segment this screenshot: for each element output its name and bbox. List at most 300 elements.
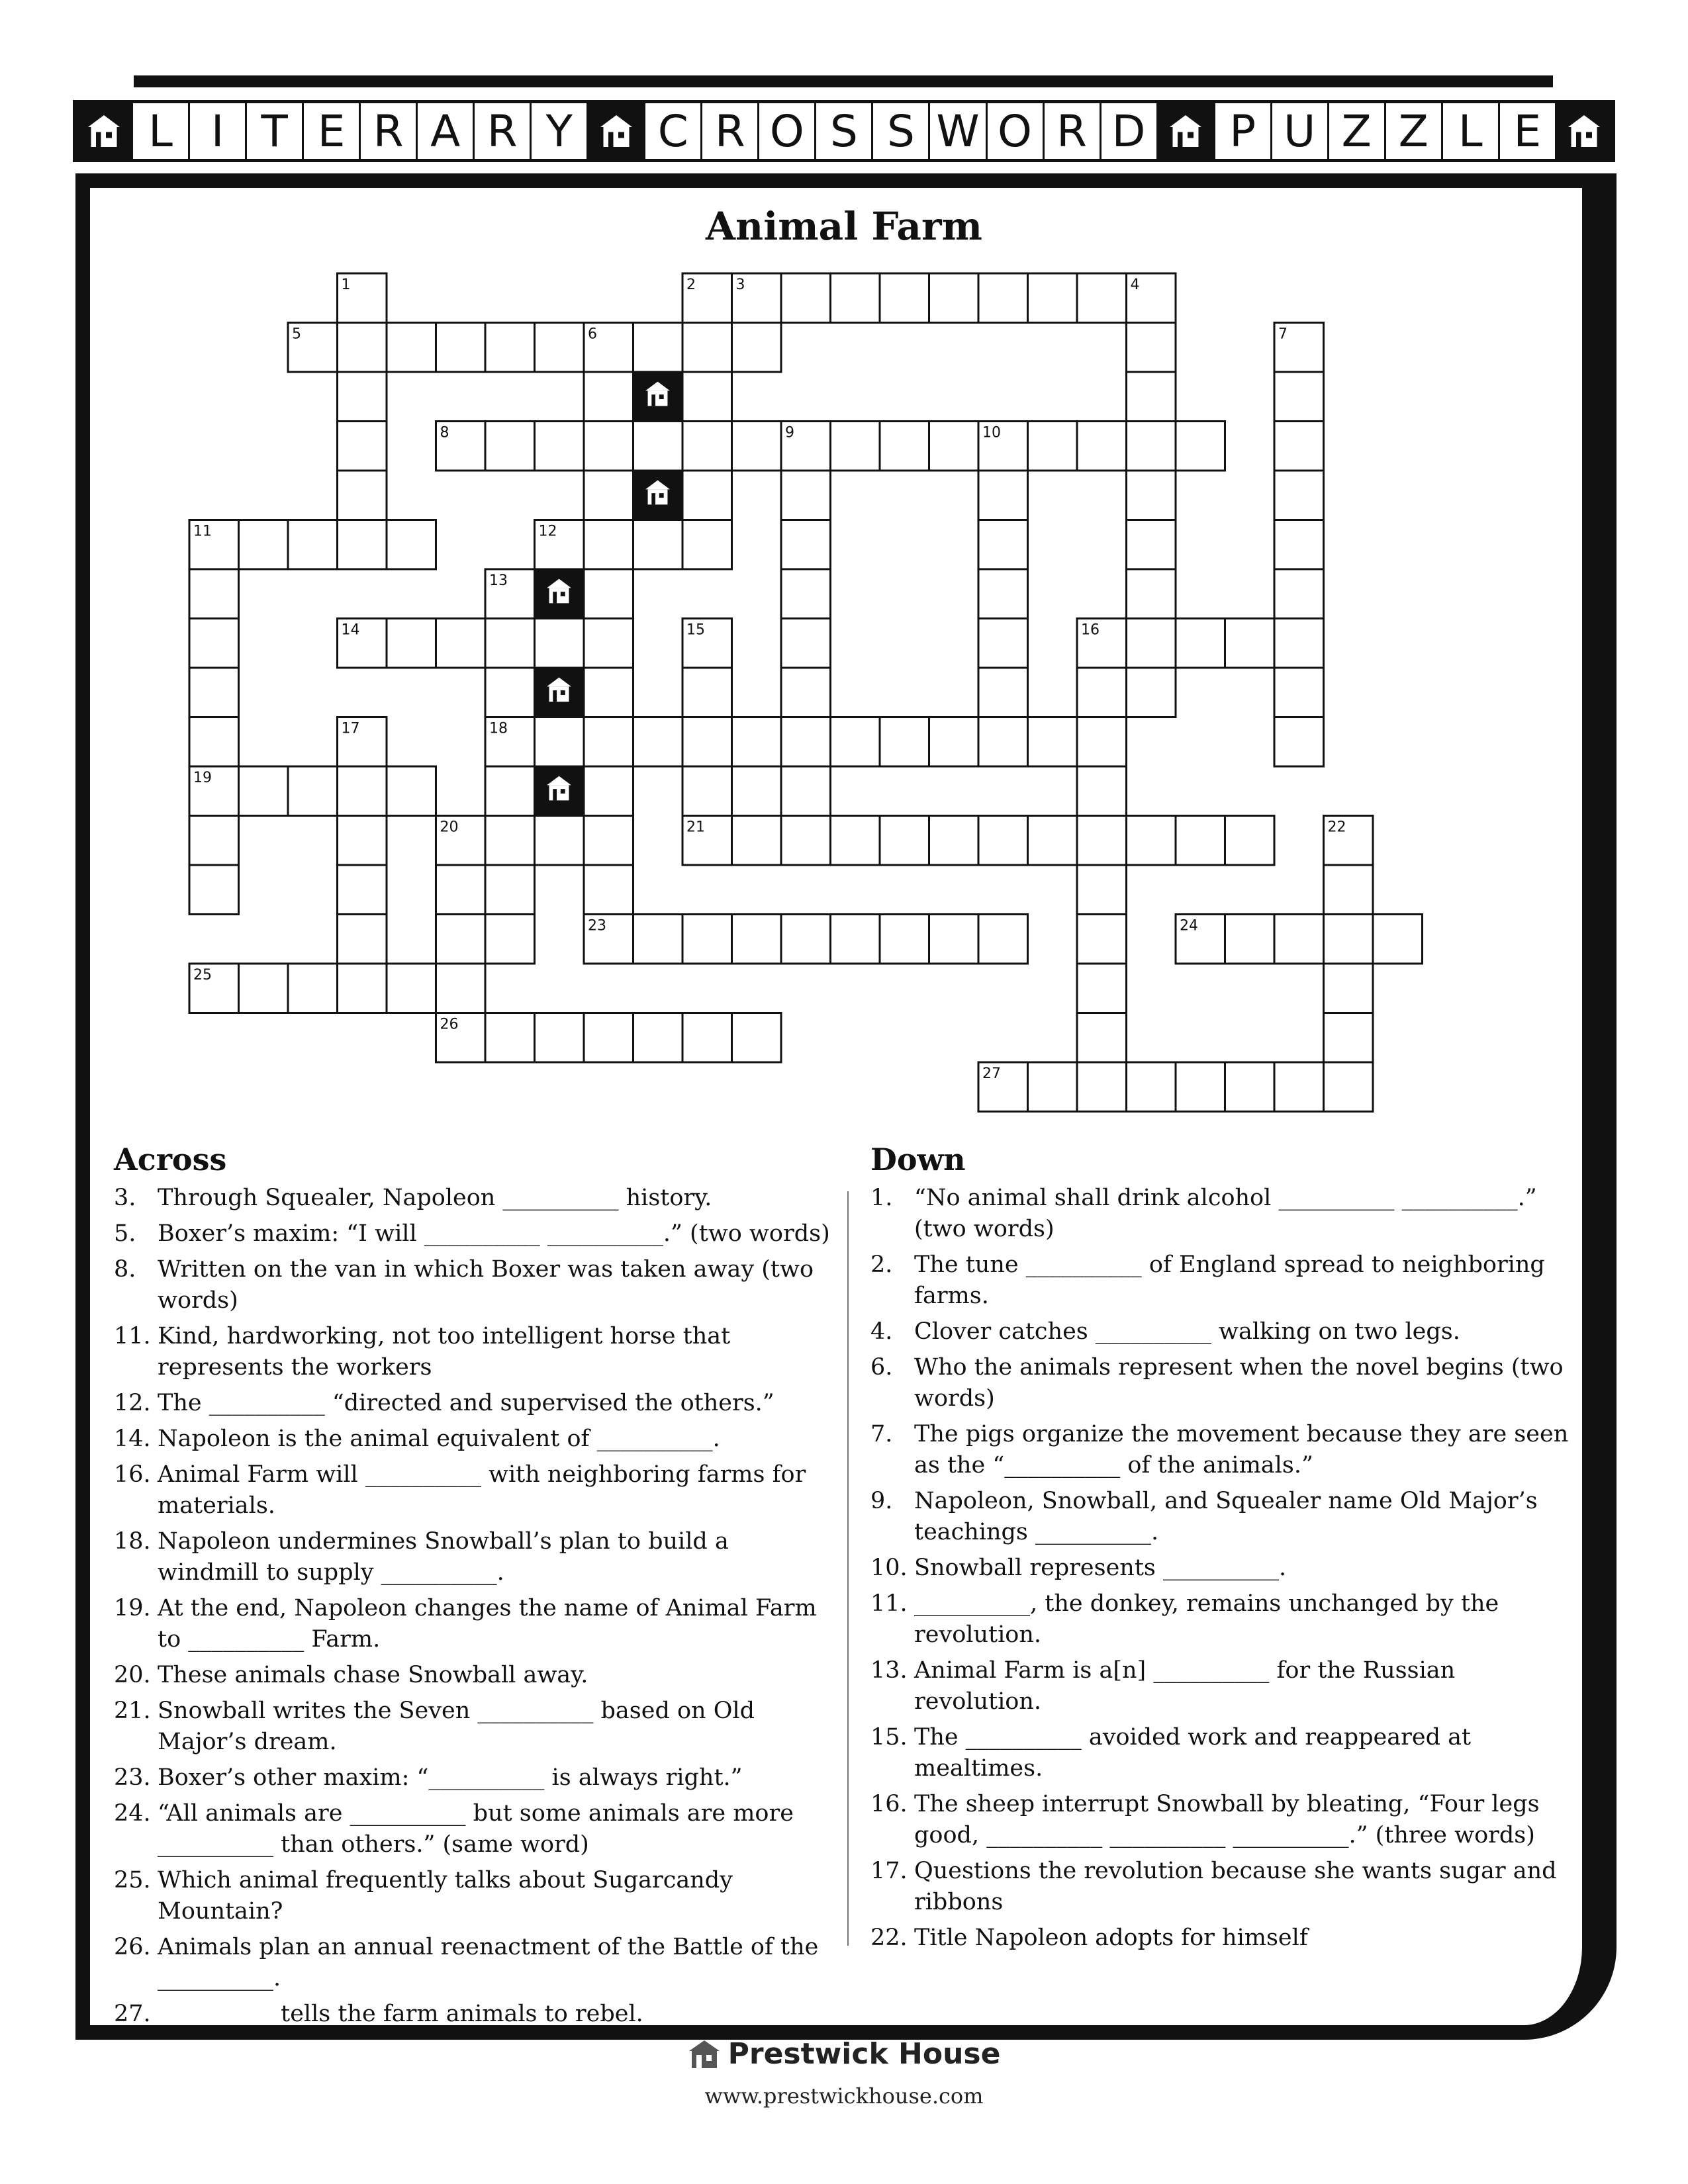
grid-cell[interactable] <box>1274 471 1324 520</box>
down-clue <box>870 1856 1572 1918</box>
grid-cell[interactable] <box>1127 816 1176 866</box>
clue-num: 7. <box>870 1421 893 1447</box>
clue-number: 5 <box>292 326 301 343</box>
banner-letter: O <box>988 103 1045 159</box>
grid-cell[interactable] <box>1127 520 1176 570</box>
clue-number: 15 <box>686 621 705 639</box>
grid-cell[interactable] <box>584 422 633 471</box>
grid-cell[interactable] <box>584 668 633 717</box>
clue-num: 12. <box>114 1390 151 1416</box>
grid-cell[interactable] <box>1274 422 1324 471</box>
clue-number: 14 <box>341 621 360 639</box>
clue-text: Animals plan an annual reenactment of the Battle of the __________. <box>158 1934 819 1991</box>
clue-number: 19 <box>193 770 212 786</box>
grid-cell[interactable] <box>338 520 387 570</box>
grid-cell[interactable] <box>1225 619 1275 668</box>
clue-number: 9 <box>785 424 794 441</box>
grid-cell[interactable] <box>781 273 831 323</box>
grid-cell[interactable] <box>1077 915 1127 964</box>
grid-cell[interactable] <box>1028 1062 1078 1112</box>
down-clue <box>870 1419 1572 1481</box>
grid-cell[interactable] <box>633 323 683 373</box>
clue-number: 7 <box>1278 326 1288 343</box>
grid-cell[interactable] <box>1077 422 1127 471</box>
grid-cell[interactable] <box>485 816 535 866</box>
grid-cell[interactable] <box>1176 619 1225 668</box>
clue-num: 15. <box>870 1724 908 1751</box>
grid-cell[interactable] <box>929 915 979 964</box>
grid-cell[interactable] <box>781 668 831 717</box>
grid-cell[interactable] <box>387 964 436 1013</box>
clue-num: 19. <box>114 1595 151 1621</box>
clue-num: 14. <box>114 1426 151 1452</box>
grid-cell[interactable] <box>682 372 732 422</box>
grid-cell[interactable] <box>682 1013 732 1063</box>
clue-number: 17 <box>341 720 360 737</box>
grid-cell[interactable] <box>338 323 387 373</box>
grid-cell[interactable] <box>1127 569 1176 619</box>
banner-letter: L <box>1443 103 1500 159</box>
grid-cell[interactable] <box>1077 865 1127 915</box>
grid-cell[interactable] <box>584 766 633 816</box>
grid-cell[interactable] <box>732 323 782 373</box>
banner-letter: R <box>475 103 532 159</box>
grid-cell[interactable] <box>831 422 880 471</box>
grid-cell[interactable] <box>1077 1013 1127 1063</box>
grid-cell[interactable] <box>485 865 535 915</box>
clue-text: Napoleon undermines Snowball’s plan to build a windmill to supply __________. <box>158 1528 729 1586</box>
grid-cell[interactable] <box>633 915 683 964</box>
clue-number: 24 <box>1180 917 1198 934</box>
grid-cell[interactable] <box>682 766 732 816</box>
banner-letter: U <box>1272 103 1329 159</box>
clue-num: 20. <box>114 1662 151 1688</box>
grid-cell[interactable] <box>485 1013 535 1063</box>
grid-cell[interactable] <box>189 717 239 767</box>
banner-letter: R <box>702 103 759 159</box>
grid-cell[interactable] <box>288 964 338 1013</box>
grid-cell[interactable] <box>436 619 486 668</box>
puzzle-title: Animal Farm <box>706 204 982 249</box>
clue-num: 2. <box>870 1251 893 1278</box>
clue-num: 17. <box>870 1858 908 1884</box>
footer-logo <box>0 2037 1688 2071</box>
grid-cell[interactable] <box>1127 323 1176 373</box>
grid-cell[interactable] <box>189 865 239 915</box>
grid-cell[interactable] <box>1274 717 1324 767</box>
across-clue <box>114 1183 835 1214</box>
grid-cell[interactable] <box>338 372 387 422</box>
grid-cell[interactable] <box>189 816 239 866</box>
clue-number: 21 <box>686 819 705 836</box>
grid-cell[interactable] <box>584 865 633 915</box>
grid-cell[interactable] <box>880 717 929 767</box>
grid-cell[interactable] <box>732 717 782 767</box>
grid-cell[interactable] <box>584 816 633 866</box>
grid-cell[interactable] <box>1274 619 1324 668</box>
banner-letter: P <box>1215 103 1272 159</box>
grid-cell[interactable] <box>831 273 880 323</box>
grid-cell[interactable] <box>682 668 732 717</box>
down-clue <box>870 1923 1572 1954</box>
grid-cell[interactable] <box>978 668 1028 717</box>
clue-number: 10 <box>982 424 1001 441</box>
grid-cell[interactable] <box>1225 1062 1275 1112</box>
grid-cell[interactable] <box>929 422 979 471</box>
clue-number: 13 <box>489 572 508 589</box>
clue-text: Boxer’s other maxim: “__________ is always right.” <box>158 1764 743 1791</box>
clue-number: 8 <box>440 424 449 441</box>
grid-cell[interactable] <box>189 668 239 717</box>
clue-num: 22. <box>870 1925 908 1951</box>
grid-cell[interactable] <box>1373 915 1423 964</box>
across-clue <box>114 1218 835 1250</box>
grid-cell[interactable] <box>338 471 387 520</box>
grid-cell[interactable] <box>978 273 1028 323</box>
grid-cell[interactable] <box>880 816 929 866</box>
grid-cell[interactable] <box>436 915 486 964</box>
grid-cell[interactable] <box>682 915 732 964</box>
clue-text: At the end, Napoleon changes the name of Animal Farm to __________ Farm. <box>158 1595 817 1653</box>
grid-cell[interactable] <box>978 520 1028 570</box>
clue-num: 11. <box>114 1323 151 1349</box>
grid-cell[interactable] <box>929 273 979 323</box>
clue-num: 26. <box>114 1934 151 1960</box>
clue-text: __________ tells the farm animals to rebel. <box>158 2001 643 2027</box>
clue-number: 25 <box>193 967 212 983</box>
grid-cell[interactable] <box>1274 915 1324 964</box>
grid-cell[interactable] <box>1077 766 1127 816</box>
banner-letter: T <box>247 103 304 159</box>
grid-cell[interactable] <box>1077 1062 1127 1112</box>
banner-letter: O <box>759 103 816 159</box>
grid-cell[interactable] <box>781 717 831 767</box>
grid-cell[interactable] <box>978 717 1028 767</box>
grid-cell[interactable] <box>1077 717 1127 767</box>
grid-cell[interactable] <box>978 619 1028 668</box>
grid-cell[interactable] <box>387 619 436 668</box>
grid-cell[interactable] <box>781 915 831 964</box>
clue-text: “No animal shall drink alcohol __________ __________.” (two words) <box>914 1185 1537 1242</box>
across-clue <box>114 1798 835 1860</box>
banner-letter: E <box>1500 103 1557 159</box>
clue-text: Questions the revolution because she wants sugar and ribbons <box>914 1858 1557 1915</box>
grid-cell[interactable] <box>485 323 535 373</box>
down-clue <box>870 1316 1572 1347</box>
grid-cell[interactable] <box>1127 422 1176 471</box>
grid-cell[interactable] <box>633 520 683 570</box>
clue-text: Snowball represents __________. <box>914 1555 1287 1581</box>
grid-cell[interactable] <box>781 520 831 570</box>
grid-cell[interactable] <box>781 471 831 520</box>
grid-cell[interactable] <box>338 816 387 866</box>
clue-text: Boxer’s maxim: “I will __________ __________.” (two words) <box>158 1220 830 1247</box>
grid-cell[interactable] <box>189 619 239 668</box>
grid-cell[interactable] <box>535 323 585 373</box>
clue-number: 20 <box>440 819 459 836</box>
grid-cell[interactable] <box>1176 422 1225 471</box>
grid-cell[interactable] <box>1324 1013 1374 1063</box>
grid-cell[interactable] <box>781 569 831 619</box>
clue-number: 11 <box>193 523 212 540</box>
banner-letter: Y <box>532 103 588 159</box>
grid-cell[interactable] <box>338 964 387 1013</box>
grid-cell[interactable] <box>535 1013 585 1063</box>
grid-cell[interactable] <box>831 717 880 767</box>
clue-num: 6. <box>870 1354 893 1381</box>
grid-cell[interactable] <box>239 766 289 816</box>
down-clue <box>870 1722 1572 1784</box>
grid-cell[interactable] <box>880 422 929 471</box>
footer-url: www.prestwickhouse.com <box>704 2083 984 2109</box>
clue-num: 3. <box>114 1185 136 1211</box>
grid-cell[interactable] <box>1028 816 1078 866</box>
grid-cell[interactable] <box>1225 816 1275 866</box>
clue-number: 4 <box>1130 277 1140 293</box>
banner-letter: Z <box>1386 103 1443 159</box>
clue-num: 5. <box>114 1220 136 1247</box>
banner-letter: A <box>418 103 475 159</box>
grid-cell[interactable] <box>485 915 535 964</box>
clue-num: 1. <box>870 1185 893 1211</box>
grid-cell[interactable] <box>978 816 1028 866</box>
grid-cell[interactable] <box>781 619 831 668</box>
grid-cell[interactable] <box>338 915 387 964</box>
clue-number: 22 <box>1327 819 1346 836</box>
grid-cell[interactable] <box>584 619 633 668</box>
clue-num: 21. <box>114 1698 151 1724</box>
across-clue <box>114 1593 835 1655</box>
grid-cell[interactable] <box>387 520 436 570</box>
grid-cell[interactable] <box>338 865 387 915</box>
grid-cell[interactable] <box>1274 1062 1324 1112</box>
clue-num: 9. <box>870 1488 893 1514</box>
grid-cell[interactable] <box>1324 964 1374 1013</box>
clue-num: 16. <box>114 1461 151 1488</box>
grid-cell[interactable] <box>584 471 633 520</box>
prestwick-house-logo-icon <box>688 2039 721 2070</box>
clue-text: Through Squealer, Napoleon __________ history. <box>158 1185 712 1211</box>
grid-cell[interactable] <box>584 372 633 422</box>
clue-num: 23. <box>114 1764 151 1791</box>
grid-cell[interactable] <box>584 717 633 767</box>
clue-num: 11. <box>870 1590 908 1617</box>
grid-cell[interactable] <box>831 816 880 866</box>
grid-cell[interactable] <box>781 816 831 866</box>
clue-num: 4. <box>870 1318 893 1345</box>
banner-letter: S <box>873 103 930 159</box>
grid-cell[interactable] <box>1028 717 1078 767</box>
grid-cell[interactable] <box>1176 816 1225 866</box>
clue-text: Clover catches __________ walking on two legs. <box>914 1318 1460 1345</box>
clue-num: 8. <box>114 1256 136 1283</box>
across-clue <box>114 1254 835 1316</box>
clue-text: Title Napoleon adopts for himself <box>914 1925 1308 1951</box>
grid-cell[interactable] <box>535 816 585 866</box>
across-clue <box>114 1865 835 1927</box>
grid-cell[interactable] <box>1274 372 1324 422</box>
grid-cell[interactable] <box>436 323 486 373</box>
down-clue <box>870 1183 1572 1245</box>
clue-number: 12 <box>538 523 557 540</box>
down-clue <box>870 1655 1572 1717</box>
grid-cell[interactable] <box>732 915 782 964</box>
down-clue <box>870 1789 1572 1851</box>
clue-number: 2 <box>686 277 696 293</box>
down-clue <box>870 1553 1572 1584</box>
grid-cell[interactable] <box>485 619 535 668</box>
across-clue <box>114 1762 835 1794</box>
clue-num: 13. <box>870 1657 908 1684</box>
clue-number: 27 <box>982 1066 1001 1082</box>
grid-cell[interactable] <box>929 717 979 767</box>
grid-cell[interactable] <box>929 816 979 866</box>
grid-cell[interactable] <box>732 816 782 866</box>
grid-cell[interactable] <box>288 520 338 570</box>
clue-number: 23 <box>588 917 606 934</box>
grid-cell[interactable] <box>1324 865 1374 915</box>
clue-text: The __________ “directed and supervised the others.” <box>158 1390 774 1416</box>
clue-text: Napoleon is the animal equivalent of __________. <box>158 1426 720 1452</box>
grid-cell[interactable] <box>485 766 535 816</box>
grid-cell[interactable] <box>387 323 436 373</box>
grid-cell[interactable] <box>338 766 387 816</box>
banner-letter: R <box>1045 103 1102 159</box>
grid-cell[interactable] <box>387 766 436 816</box>
clue-num: 25. <box>114 1867 151 1893</box>
clue-text: The __________ avoided work and reappeared at mealtimes. <box>914 1724 1472 1782</box>
across-clue <box>114 1321 835 1383</box>
grid-cell[interactable] <box>732 1013 782 1063</box>
grid-cell[interactable] <box>436 964 486 1013</box>
clue-num: 18. <box>114 1528 151 1555</box>
across-clue <box>114 1459 835 1522</box>
grid-cell[interactable] <box>1274 569 1324 619</box>
grid-cell[interactable] <box>880 273 929 323</box>
clue-text: Napoleon, Snowball, and Squealer name Old Major’s teachings __________. <box>914 1488 1538 1545</box>
grid-cell[interactable] <box>1028 422 1078 471</box>
banner-letter: R <box>361 103 418 159</box>
banner-letter: I <box>190 103 247 159</box>
grid-cell[interactable] <box>535 717 585 767</box>
banner-letter: S <box>816 103 873 159</box>
clue-number: 3 <box>735 277 745 293</box>
clue-text: Who the animals represent when the novel begins (two words) <box>914 1354 1564 1412</box>
grid-cell[interactable] <box>1127 372 1176 422</box>
grid-cell[interactable] <box>1225 915 1275 964</box>
grid-cell[interactable] <box>584 520 633 570</box>
down-clue <box>870 1250 1572 1312</box>
clue-text: Animal Farm is a[n] __________ for the Russian revolution. <box>914 1657 1456 1715</box>
grid-cell[interactable] <box>1274 520 1324 570</box>
grid-cell[interactable] <box>1127 668 1176 717</box>
down-clue-list <box>870 1183 1572 1958</box>
clue-text: Snowball writes the Seven __________ based on Old Major’s dream. <box>158 1698 755 1755</box>
grid-cell[interactable] <box>831 915 880 964</box>
across-clue-list <box>114 1183 835 2034</box>
clue-text: Written on the van in which Boxer was taken away (two words) <box>158 1256 814 1314</box>
down-heading: Down <box>870 1142 966 1177</box>
clue-num: 10. <box>870 1555 908 1581</box>
across-clue <box>114 1388 835 1419</box>
grid-cell[interactable] <box>1324 1062 1374 1112</box>
across-clue <box>114 1696 835 1758</box>
grid-cell[interactable] <box>189 569 239 619</box>
clue-num: 24. <box>114 1800 151 1827</box>
grid-cell[interactable] <box>1028 273 1078 323</box>
grid-cell[interactable] <box>633 1013 683 1063</box>
grid-cell[interactable] <box>1127 619 1176 668</box>
grid-cell[interactable] <box>1077 964 1127 1013</box>
down-clue <box>870 1352 1572 1414</box>
clue-number: 6 <box>588 326 597 343</box>
grid-cell[interactable] <box>682 717 732 767</box>
grid-cell[interactable] <box>1077 816 1127 866</box>
banner-letter: E <box>304 103 361 159</box>
grid-cell[interactable] <box>338 422 387 471</box>
grid-cell[interactable] <box>485 422 535 471</box>
grid-cell[interactable] <box>1176 1062 1225 1112</box>
down-clue <box>870 1486 1572 1548</box>
grid-cell[interactable] <box>978 915 1028 964</box>
grid-cell[interactable] <box>1077 273 1127 323</box>
grid-cell[interactable] <box>1077 668 1127 717</box>
grid-cell[interactable] <box>682 520 732 570</box>
grid-cell[interactable] <box>682 471 732 520</box>
grid-cell[interactable] <box>239 964 289 1013</box>
grid-cell[interactable] <box>633 422 683 471</box>
banner-letter: L <box>133 103 190 159</box>
grid-cell[interactable] <box>732 422 782 471</box>
grid-cell[interactable] <box>1127 471 1176 520</box>
grid-cell[interactable] <box>978 471 1028 520</box>
clue-num: 27. <box>114 2001 151 2027</box>
clue-text: The tune __________ of England spread to neighboring farms. <box>914 1251 1545 1309</box>
grid-cell[interactable] <box>535 422 585 471</box>
clue-text: The sheep interrupt Snowball by bleating, “Four legs good, __________ __________ __________.” (three words) <box>914 1791 1540 1848</box>
grid-cell[interactable] <box>682 323 732 373</box>
grid-cell[interactable] <box>239 520 289 570</box>
grid-cell[interactable] <box>781 766 831 816</box>
across-clue <box>114 1424 835 1455</box>
grid-cell[interactable] <box>1324 915 1374 964</box>
grid-cell[interactable] <box>880 915 929 964</box>
clue-text: Animal Farm will __________ with neighboring farms for materials. <box>158 1461 806 1519</box>
grid-cell[interactable] <box>1127 1062 1176 1112</box>
clue-number: 1 <box>341 277 351 293</box>
grid-cell[interactable] <box>978 569 1028 619</box>
grid-cell[interactable] <box>633 717 683 767</box>
clue-number: 16 <box>1081 621 1100 639</box>
clue-text: Which animal frequently talks about Sugarcandy Mountain? <box>158 1867 733 1925</box>
grid-cell[interactable] <box>288 766 338 816</box>
grid-cell[interactable] <box>584 569 633 619</box>
grid-cell[interactable] <box>1274 668 1324 717</box>
grid-cell[interactable] <box>436 865 486 915</box>
grid-cell[interactable] <box>682 422 732 471</box>
banner-letter: Z <box>1329 103 1386 159</box>
banner-letter: D <box>1102 103 1158 159</box>
clue-number: 26 <box>440 1016 459 1033</box>
clue-text: “All animals are __________ but some animals are more __________ than others.” (same word) <box>158 1800 794 1858</box>
footer-brand: Prestwick House <box>727 2037 1001 2071</box>
clue-text: These animals chase Snowball away. <box>158 1662 588 1688</box>
clue-number: 18 <box>489 720 508 737</box>
banner-letter: W <box>930 103 987 159</box>
grid-cell[interactable] <box>584 1013 633 1063</box>
grid-cell[interactable] <box>485 668 535 717</box>
clue-text: __________, the donkey, remains unchanged by the revolution. <box>914 1590 1499 1648</box>
